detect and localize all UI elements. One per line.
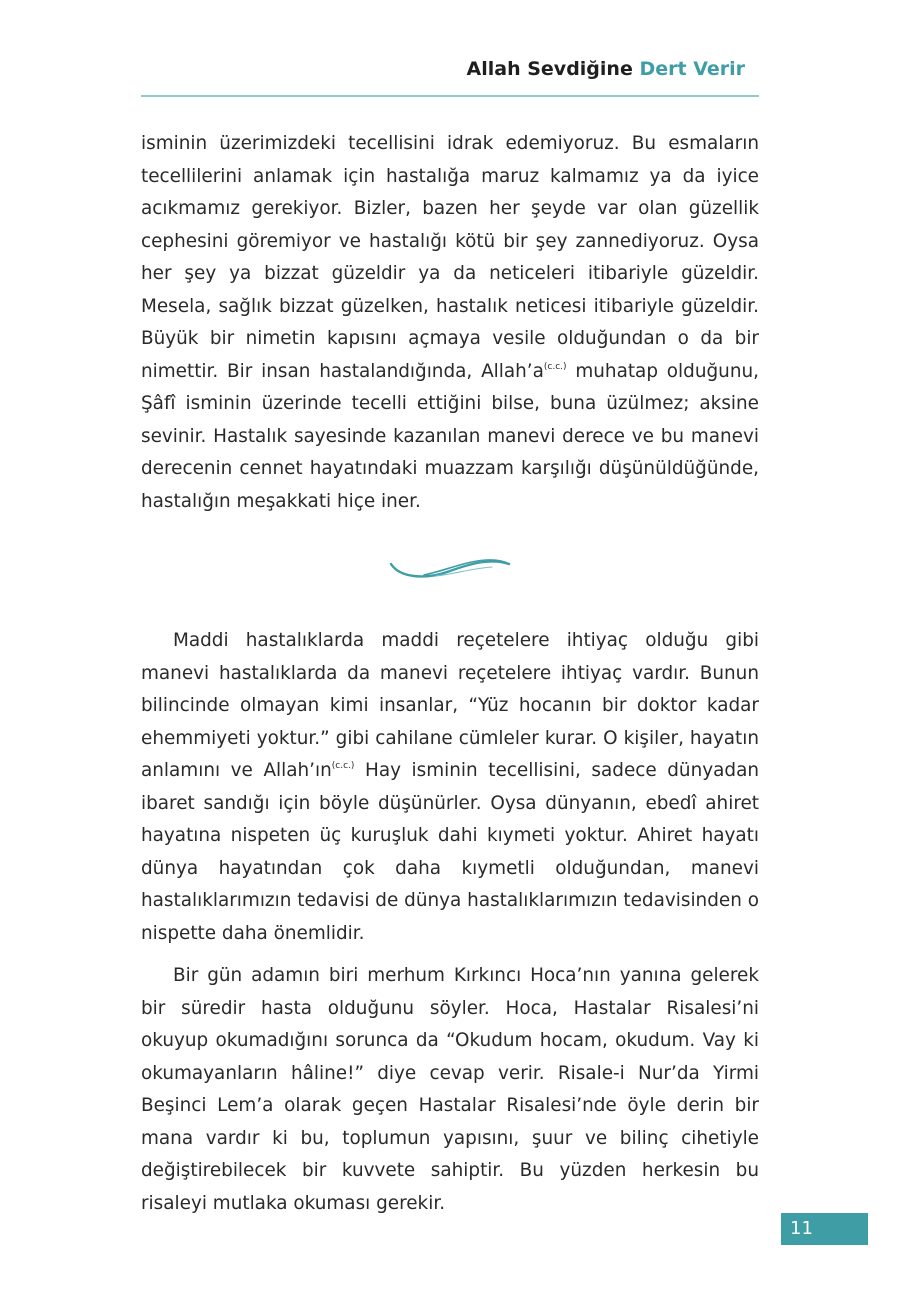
page-number: 11 [790,1218,813,1239]
page-number-tab [781,1213,868,1245]
running-header [467,58,745,80]
paragraph-1 [141,128,759,518]
paragraph-2-text-after: Hay isminin tecellisini, sadece dünyadan ibaret sandığı için böyle düşünürler. Oysa dünyanın, ebedî ahiret hayatına nispeten üç kuruşluk dahi kıymeti yoktur. Ahiret hayatı dünya hayatından çok daha kıymetli olduğundan, manevi hastalıklarımızın tedavisi de dünya hastalıklarımızın tedavisinden o nispette daha önemlidir. [141,760,759,944]
wave-ornament-icon [388,554,512,584]
paragraph-2-superscript: (c.c.) [331,761,355,771]
paragraph-2-text-before: Maddi hastalıklarda maddi reçetelere ihtiyaç olduğu gibi manevi hastalıklarda da manevi reçetelere ihtiyaç vardır. Bunun bilincinde olmayan kimi insanlar, “Yüz hocanın bir doktor kadar ehemmiyeti yoktur.” gibi cahilane cümleler kurar. O kişiler, hayatın anlamını ve Allah’ın [141,630,759,781]
paragraph-3-text: Bir gün adamın biri merhum Kırkıncı Hoca’nın yanına gelerek bir süredir hasta olduğunu söyler. Hoca, Hastalar Risalesi’ni okuyup okumadığını sorunca da “Okudum hocam, okudum. Vay ki okumayanların hâline!” diye cevap verir. Risale-i Nur’da Yirmi Beşinci Lem’a olarak geçen Hastalar Risalesi’nde öyle derin bir mana vardır ki bu, toplumun yapısını, şuur ve bilinç cihetiyle değiştirebilecek bir kuvvete sahiptir. Bu yüzden herkesin bu risaleyi mutlaka okuması gerekir. [141,965,759,1214]
paragraph-1-text-before: isminin üzerimizdeki tecellisini idrak edemiyoruz. Bu esmaların tecellilerini anlamak için hastalığa maruz kalmamız ya da iyice acıkmamız gerekiyor. Bizler, bazen her şeyde var olan güzellik cephesini göremiyor ve hastalığı kötü bir şey zannediyoruz. Oysa her şey ya bizzat güzeldir ya da neticeleri itibariyle güzeldir. Mesela, sağlık bizzat güzelken, hastalık neticesi itibariyle güzeldir. Büyük bir nimetin kapısını açmaya vesile olduğundan o da bir nimettir. Bir insan hastalandığında, Allah’a [141,133,759,382]
paragraph-3 [141,960,759,1220]
header-rule [141,95,759,97]
header-title-accent: Dert Verir [639,58,745,80]
paragraph-2 [141,625,759,950]
paragraph-1-superscript: (c.c.) [543,361,567,372]
paragraph-1-text-after: muhatap olduğunu, Şâfî isminin üzerinde tecelli ettiğini bilse, buna üzülmez; aksine sevinir. Hastalık sayesinde kazanılan manevi derece ve bu manevi derecenin cennet hayatındaki muazzam karşılığı düşünüldüğünde, hastalığın meşakkati hiçe iner. [141,360,759,512]
header-title-main: Allah Sevdiğine [466,58,633,80]
